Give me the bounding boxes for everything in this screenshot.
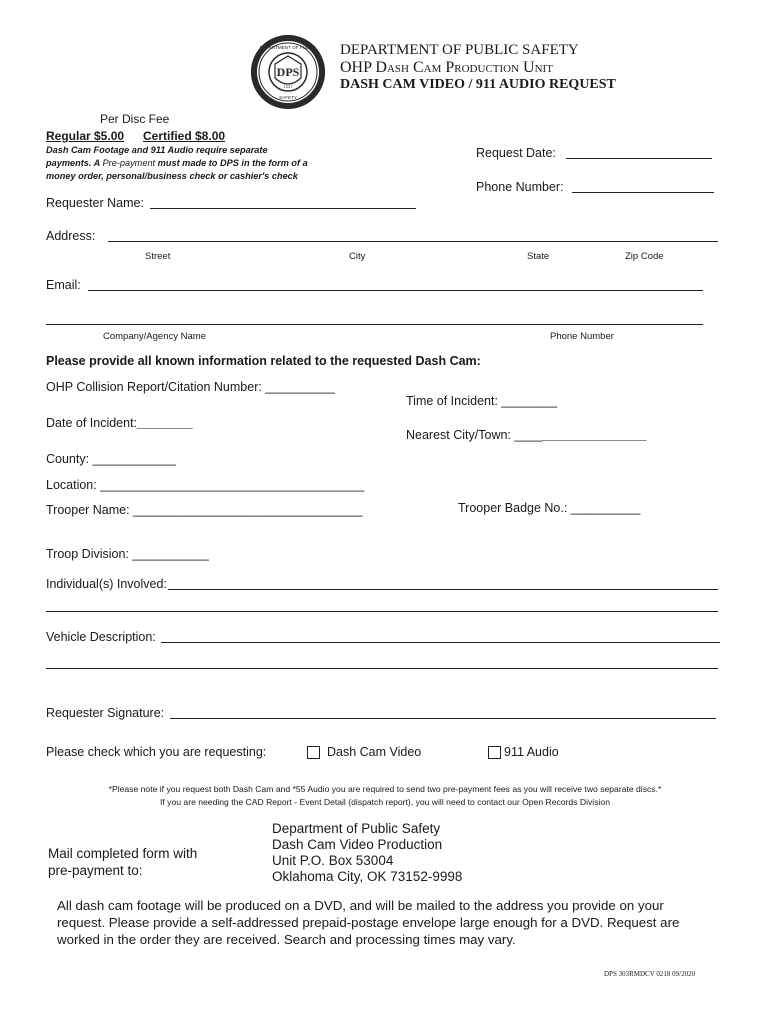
certified-fee: Certified $8.00 (143, 129, 226, 143)
mail-label-line1: Mail completed form with (48, 846, 198, 861)
address-label: Address: (46, 229, 96, 243)
time-of-incident-field[interactable]: Time of Incident: ________ (406, 394, 558, 408)
department-title: DEPARTMENT OF PUBLIC SAFETY (340, 42, 579, 58)
note-line2: If you are needing the CAD Report - Event Detail (dispatch report), you will need to contact our Open Records Division (160, 797, 610, 807)
location-field[interactable]: Location: ______________________________________ (46, 478, 365, 492)
street-caption: Street (145, 251, 171, 262)
fee-note-line3: money order, personal/business check or cashier's check (46, 171, 298, 181)
unit-prefix: OHP (340, 59, 372, 76)
requester-name-label: Requester Name: (46, 196, 144, 210)
company-phone-field[interactable] (46, 324, 703, 325)
date-of-incident-field[interactable]: Date of Incident:________ (46, 416, 193, 430)
footer-paragraph-line2: request. Please provide a self-addressed prepaid-postage envelope large enough for a DVD. Request are (57, 915, 680, 930)
address-field[interactable] (108, 241, 718, 242)
footer-paragraph-line1: All dash cam footage will be produced on a DVD, and will be mailed to the address you provide on your (57, 898, 664, 913)
dashcam-section-heading: Please provide all known information related to the requested Dash Cam: (46, 354, 481, 368)
request-date-label: Request Date: (476, 146, 556, 160)
individuals-field-line1[interactable] (168, 589, 718, 590)
requester-signature-field[interactable] (170, 718, 716, 719)
note-line1: *Please note if you request both Dash Cam and *55 Audio you are required to send two pre-payment fees as you will receive two separate discs.* (108, 784, 662, 794)
vehicle-description-label: Vehicle Description: (46, 630, 156, 644)
seal-center-text: DPS (276, 65, 300, 79)
fee-note-line2: payments. A Pre-payment must made to DPS in the form of a (46, 158, 308, 168)
per-disc-fee-label: Per Disc Fee (100, 112, 170, 126)
requester-signature-label: Requester Signature: (46, 706, 165, 720)
trooper-badge-field[interactable]: Trooper Badge No.: __________ (458, 501, 641, 515)
email-field[interactable] (88, 290, 703, 291)
county-field[interactable]: County: ____________ (46, 452, 176, 466)
unit-name: Dash Cam Production Unit (375, 59, 553, 76)
individuals-label: Individual(s) Involved: (46, 577, 167, 591)
individuals-field-line2[interactable] (46, 611, 718, 612)
collision-report-field[interactable]: OHP Collision Report/Citation Number: __________ (46, 380, 335, 394)
company-caption: Company/Agency Name (103, 331, 206, 342)
vehicle-description-line2[interactable] (46, 668, 718, 669)
mail-address-line1: Department of Public Safety (272, 821, 441, 836)
state-caption: State (527, 251, 550, 262)
footer-paragraph-line3: worked in the order they are received. Search and processing times may vary. (57, 932, 516, 947)
company-phone-caption: Phone Number (550, 331, 614, 342)
audio-911-checkbox[interactable] (488, 746, 501, 759)
mail-address-line4: Oklahoma City, OK 73152-9998 (272, 869, 463, 884)
mail-address-line3: Unit P.O. Box 53004 (272, 853, 394, 868)
vehicle-description-line1[interactable] (161, 642, 720, 643)
unit-title (340, 59, 553, 77)
dashcam-video-checkbox[interactable] (307, 746, 320, 759)
phone-number-field[interactable] (572, 192, 714, 193)
seal-top-text: DEPARTMENT OF PUBLIC (259, 45, 317, 50)
email-label: Email: (46, 278, 81, 292)
seal-year-text: 1937 (283, 84, 293, 89)
trooper-name-field[interactable]: Trooper Name: _________________________________ (46, 503, 363, 517)
city-caption: City (349, 251, 366, 262)
regular-fee: Regular $5.00 (46, 129, 125, 143)
phone-number-label: Phone Number: (476, 180, 564, 194)
troop-division-field[interactable]: Troop Division: ___________ (46, 547, 209, 561)
request-date-field[interactable] (566, 158, 712, 159)
requester-name-field[interactable] (150, 208, 416, 209)
audio-911-option-label: 911 Audio (504, 745, 559, 759)
form-id: DPS 303RMDCV 0218 09/2020 (604, 970, 696, 978)
dps-seal-logo (250, 34, 326, 110)
mail-address-line2: Dash Cam Video Production (272, 837, 443, 852)
zip-caption: Zip Code (625, 251, 664, 262)
form-title: DASH CAM VIDEO / 911 AUDIO REQUEST (340, 77, 616, 92)
dashcam-video-option-label: Dash Cam Video (327, 745, 422, 759)
seal-bottom-text: SAFETY (279, 95, 297, 100)
mail-label-line2: pre-payment to: (48, 863, 143, 878)
fee-note-line1: Dash Cam Footage and 911 Audio require separate (46, 145, 268, 155)
request-type-prompt: Please check which you are requesting: (46, 745, 267, 759)
nearest-city-field[interactable]: Nearest City/Town: ___________________ (406, 428, 647, 442)
